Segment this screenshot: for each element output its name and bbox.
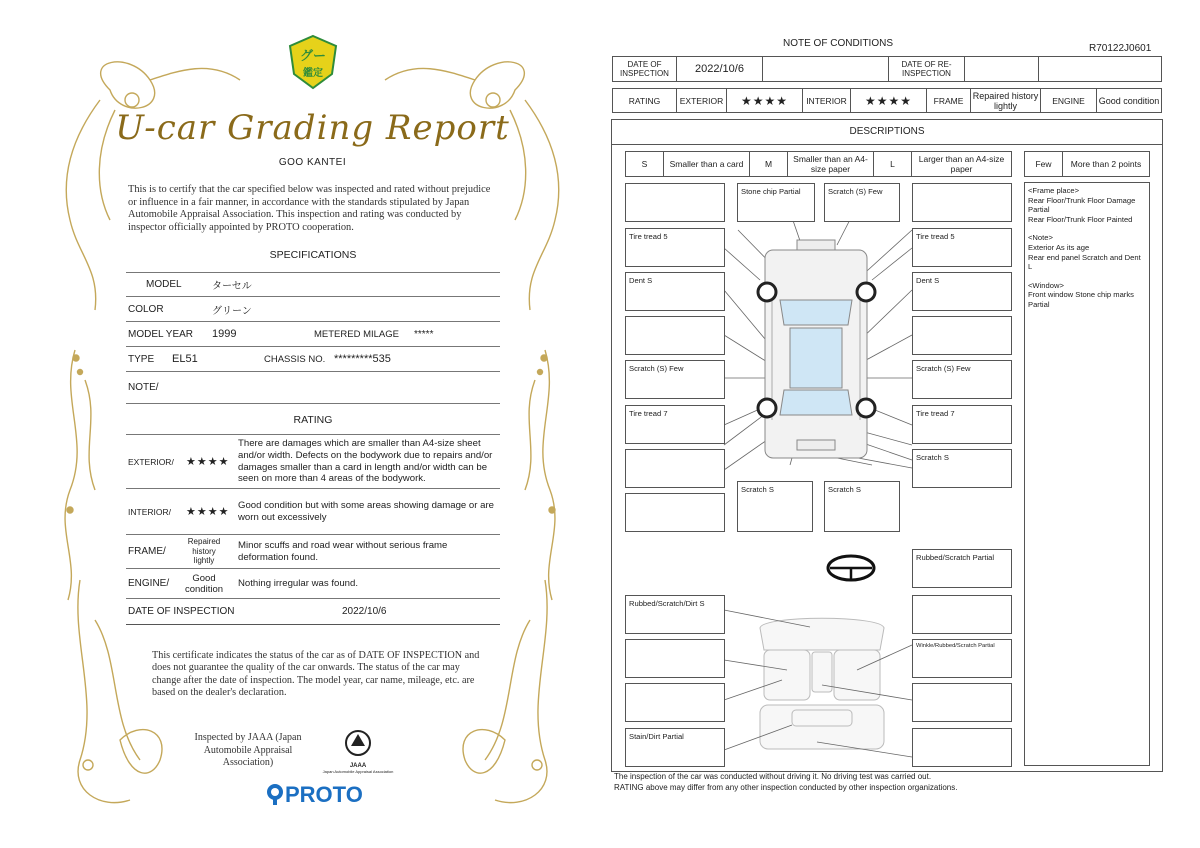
callout-scratch-right-label: Scratch (S) Few <box>916 364 971 373</box>
jaaa-emblem-icon <box>343 728 373 758</box>
callout-scratch-top-label: Scratch (S) Few <box>828 187 883 196</box>
exterior-stars: ★★★★ <box>727 89 803 113</box>
mileage-label: METERED MILAGE <box>314 328 399 340</box>
proto-logo <box>265 782 363 808</box>
type-label: TYPE <box>128 353 155 365</box>
callout-seat-right-label: Winkle/Rubbed/Scratch Partial <box>916 643 995 649</box>
exterior-label: EXTERIOR <box>677 89 727 113</box>
color-value: グリーン <box>212 305 252 317</box>
interior-stars: ★★★★ <box>186 506 230 518</box>
frame-rating-row <box>126 535 500 569</box>
frame-value: Repaired history lightly <box>187 537 221 566</box>
car-top-view-icon <box>758 240 875 458</box>
model-year-value: 1999 <box>212 328 237 340</box>
callout-tire-rear-left-label: Tire tread 7 <box>629 409 668 418</box>
note-item: Rear end panel Scratch and Dent L <box>1028 252 1141 272</box>
engine-rating-row <box>126 569 500 599</box>
mileage-value: ***** <box>414 328 434 340</box>
size-l-label: L <box>874 152 912 177</box>
certificate-intro: This is to certify that the car specified below was inspected and rated without prejudice or influence in a fair manner, in accordance with the standards stipulated by Japan Automobile Appraisal Association. This inspection and rating was conducted by inspector officially appointed by PROTO cooperation. <box>128 184 491 233</box>
model-row <box>126 272 500 297</box>
callout-dash-label: Rubbed/Scratch/Dirt S <box>629 599 705 608</box>
callout-interior-right-3 <box>912 683 1012 722</box>
inspected-by: Inspected by JAAA (Japan Automobile Appraisal Association) <box>194 732 302 768</box>
callout-steering <box>912 549 1012 588</box>
size-m-label: M <box>750 152 788 177</box>
callout-scratch-left <box>625 360 725 399</box>
note-frame-heading: <Frame place> <box>1028 186 1080 195</box>
rating-label: RATING <box>613 89 677 113</box>
callout-steering-label: Rubbed/Scratch Partial <box>916 553 995 562</box>
proto-mark-icon <box>265 783 285 805</box>
specifications-heading: SPECIFICATIONS <box>269 249 357 261</box>
condition-notes <box>1024 182 1150 766</box>
steering-wheel-icon <box>828 556 874 580</box>
note-label: NOTE/ <box>128 382 159 393</box>
callout-dent-right <box>912 272 1012 311</box>
callout-scratch-rear-right-label: Scratch S <box>916 453 949 462</box>
type-value: EL51 <box>172 353 198 365</box>
size-l-description: Larger than an A4-size paper <box>912 152 1012 177</box>
interior-description: Good condition but with some areas showing damage or are worn out excessively <box>238 499 494 523</box>
badge-top-text: グー <box>299 49 327 64</box>
callout-left-8 <box>625 493 725 532</box>
exterior-label: EXTERIOR/ <box>128 456 174 467</box>
callout-scratch-rear-right <box>912 449 1012 488</box>
callout-interior-right-4 <box>912 728 1012 767</box>
callout-scratch-bottom-left <box>737 481 813 532</box>
callout-seat-right <box>912 639 1012 678</box>
few-label: Few <box>1025 152 1063 177</box>
model-value: ターセル <box>212 281 252 292</box>
callout-stone-chip <box>737 183 815 222</box>
callout-tire-rear-left <box>625 405 725 444</box>
frame-value: Repaired history lightly <box>971 89 1041 113</box>
color-row <box>126 297 500 322</box>
callout-right-1 <box>912 183 1012 222</box>
callout-scratch-bottom-left-label: Scratch S <box>741 485 774 494</box>
chassis-label: CHASSIS NO. <box>264 353 326 365</box>
blank-cell <box>763 57 889 82</box>
date-row <box>126 599 500 625</box>
callout-scratch-left-label: Scratch (S) Few <box>629 364 684 373</box>
frame-label: FRAME <box>927 89 971 113</box>
engine-description: Nothing irregular was found. <box>238 577 358 589</box>
callout-left-4 <box>625 316 725 355</box>
size-legend-table <box>625 151 1012 177</box>
certificate-footer: This certificate indicates the status of the car as of DATE OF INSPECTION and does not guarantee the quality of the car onwards. The status of the car may change after the date of inspection. The model year, car name, mileage, etc. are based on the dealer's declaration. <box>152 650 480 699</box>
certificate-subtitle: GOO KANTEI <box>278 157 347 168</box>
callout-tire-front-left <box>625 228 725 267</box>
callout-left-7 <box>625 449 725 488</box>
callout-scratch-bottom-right <box>824 481 900 532</box>
engine-value: Good condition <box>1097 89 1162 113</box>
callout-dash <box>625 595 725 634</box>
callout-scratch-bottom-right-label: Scratch S <box>828 485 861 494</box>
note-window-heading: <Window> <box>1028 280 1064 290</box>
jaaa-logo-subtext: Japan Automobile Appraisal Association <box>322 769 394 774</box>
exterior-description: There are damages which are smaller than A4-size sheet and/or width. Defects on the bodywork due to repairs and/or damages smaller than a card in length and/or width can be seen on more than 4 areas of the bodywork. <box>238 438 493 485</box>
jaaa-logo <box>318 728 398 774</box>
reinspection-value-cell <box>965 57 1039 82</box>
callout-interior-right-1 <box>912 595 1012 634</box>
callout-tire-front-right-label: Tire tread 5 <box>916 232 955 241</box>
model-label: MODEL <box>146 279 182 290</box>
interior-label: INTERIOR/ <box>128 506 171 517</box>
date-of-reinspection-label: DATE OF RE-INSPECTION <box>889 57 965 82</box>
note-note-heading: <Note> <box>1028 233 1053 243</box>
badge-bottom-text: 鑑定 <box>303 68 323 79</box>
color-label: COLOR <box>128 303 164 315</box>
inspection-dates-table <box>612 56 1162 82</box>
conditions-footer-1: The inspection of the car was conducted without driving it. No driving test was carried out. <box>614 772 932 781</box>
rating-table <box>612 88 1162 113</box>
callout-scratch-top <box>824 183 900 222</box>
date-label: DATE OF INSPECTION <box>128 606 235 617</box>
few-legend-table <box>1024 151 1150 177</box>
jaaa-logo-text: JAAA <box>349 763 367 769</box>
date-of-inspection-label: DATE OF INSPECTION <box>613 57 677 82</box>
note-window-item: Front window Stone chip marks Partial <box>1028 290 1134 309</box>
few-description: More than 2 points <box>1063 152 1150 177</box>
type-row <box>126 347 500 372</box>
chassis-value: *********535 <box>334 353 391 365</box>
note-frame-item: Rear Floor/Trunk Floor Damage Partial <box>1028 195 1136 215</box>
callout-left-1 <box>625 183 725 222</box>
callout-scratch-right <box>912 360 1012 399</box>
proto-logo-text: PROTO <box>285 782 363 807</box>
model-year-label: MODEL YEAR <box>128 328 194 340</box>
note-row <box>126 372 500 404</box>
conditions-title: NOTE OF CONDITIONS <box>783 38 893 49</box>
exterior-stars: ★★★★ <box>186 456 230 468</box>
frame-label: FRAME/ <box>128 546 166 557</box>
blank-cell <box>1039 57 1162 82</box>
callout-tire-front-left-label: Tire tread 5 <box>629 232 668 241</box>
callout-dent-left <box>625 272 725 311</box>
date-value: 2022/10/6 <box>342 606 387 617</box>
note-item: Exterior As its age <box>1028 242 1090 252</box>
interior-seats-icon <box>760 618 884 749</box>
note-frame-item: Rear Floor/Trunk Floor Painted <box>1028 214 1133 224</box>
engine-label: ENGINE/ <box>128 578 170 589</box>
interior-label: INTERIOR <box>803 89 851 113</box>
callout-tire-front-right <box>912 228 1012 267</box>
engine-value: Good condition <box>184 572 224 595</box>
callout-interior-left-2 <box>625 639 725 678</box>
exterior-rating-row <box>126 434 500 489</box>
callout-dent-left-label: Dent S <box>629 276 653 285</box>
callout-dent-right-label: Dent S <box>916 276 940 285</box>
goo-kantei-badge <box>288 34 338 90</box>
callout-interior-left-3 <box>625 683 725 722</box>
callout-right-4 <box>912 316 1012 355</box>
size-s-description: Smaller than a card <box>664 152 750 177</box>
interior-stars: ★★★★ <box>851 89 927 113</box>
model-year-row <box>126 322 500 347</box>
certificate-title: U-car Grading Report <box>115 108 510 148</box>
frame-description: Minor scuffs and road wear without serious frame deformation found. <box>238 539 448 563</box>
conditions-footer-2: RATING above may differ from any other inspection conducted by other inspection organizations. <box>614 783 958 792</box>
rating-heading: RATING <box>293 414 333 426</box>
callout-rear-seat-label: Stain/Dirt Partial <box>629 732 684 741</box>
report-id: R70122J0601 <box>1089 43 1152 54</box>
callout-tire-rear-right <box>912 405 1012 444</box>
size-s-label: S <box>626 152 664 177</box>
size-m-description: Smaller than an A4-size paper <box>788 152 874 177</box>
callout-rear-seat <box>625 728 725 767</box>
engine-label: ENGINE <box>1041 89 1097 113</box>
grading-certificate <box>40 20 585 830</box>
interior-rating-row <box>126 489 500 535</box>
callout-tire-rear-right-label: Tire tread 7 <box>916 409 955 418</box>
callout-stone-chip-label: Stone chip Partial <box>741 187 801 196</box>
date-of-inspection-value: 2022/10/6 <box>677 57 763 82</box>
descriptions-heading: DESCRIPTIONS <box>611 119 1163 145</box>
